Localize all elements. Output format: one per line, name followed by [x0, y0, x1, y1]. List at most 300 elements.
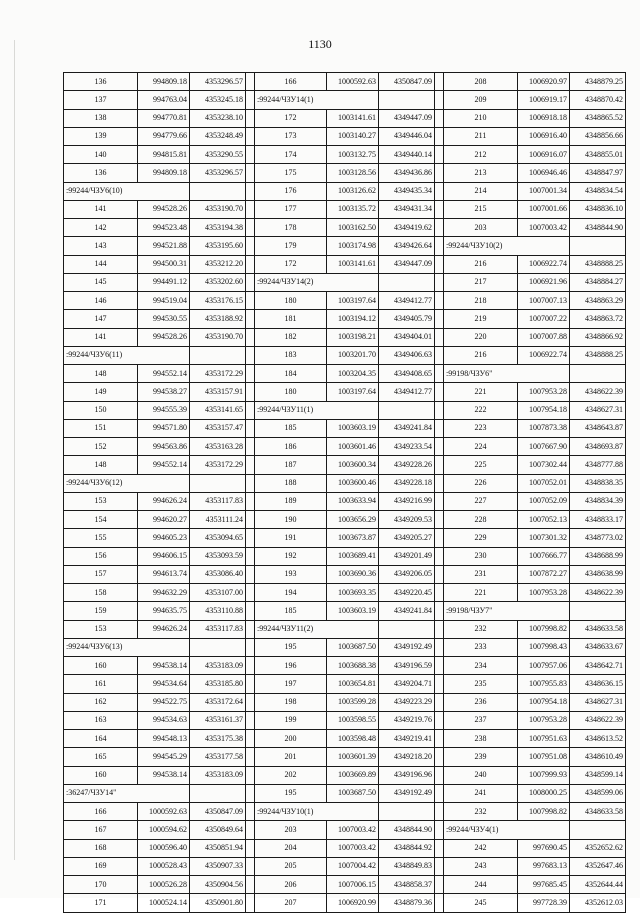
table-row	[64, 638, 626, 656]
y-coordinate-cell: 4349228.26	[379, 456, 435, 474]
x-coordinate-cell: 1003141.61	[327, 109, 379, 127]
x-coordinate-cell: 994770.81	[138, 109, 190, 127]
y-coordinate-cell: 4353175.38	[190, 730, 246, 748]
point-number-cell: 221	[444, 584, 518, 602]
y-coordinate-cell: 4353157.47	[190, 419, 246, 437]
y-coordinate-cell: 4349412.77	[379, 383, 435, 401]
y-coordinate-cell: 4348888.25	[570, 255, 626, 273]
y-coordinate-cell: 4349228.18	[379, 474, 435, 492]
y-coordinate-cell: 4353296.57	[190, 164, 246, 182]
column-gap	[435, 839, 444, 857]
point-number-cell: 235	[444, 675, 518, 693]
y-coordinate-cell: 4349192.49	[379, 784, 435, 802]
point-number-cell: 136	[64, 73, 138, 91]
y-coordinate-cell: 4353183.09	[190, 657, 246, 675]
point-number-cell: 205	[255, 857, 327, 875]
column-gap	[435, 328, 444, 346]
point-number-cell: 186	[255, 438, 327, 456]
point-number-cell: 239	[444, 748, 518, 766]
column-gap	[246, 821, 255, 839]
y-coordinate-cell: 4353163.28	[190, 438, 246, 456]
y-coordinate-cell: 4353111.24	[190, 511, 246, 529]
block-label-cell: :99244/ЧЗУ6(13)	[64, 638, 190, 656]
y-coordinate-cell: 4350907.33	[190, 857, 246, 875]
empty-cell	[190, 638, 246, 656]
x-coordinate-cell: 994635.75	[138, 602, 190, 620]
y-coordinate-cell: 4353290.55	[190, 146, 246, 164]
column-gap	[435, 310, 444, 328]
point-number-cell: 206	[255, 876, 327, 894]
y-coordinate-cell: 4348870.42	[570, 91, 626, 109]
point-number-cell: 180	[255, 292, 327, 310]
column-gap	[246, 419, 255, 437]
y-coordinate-cell: 4349201.49	[379, 547, 435, 565]
y-coordinate-cell: 4348693.87	[570, 438, 626, 456]
x-coordinate-cell: 1000526.28	[138, 876, 190, 894]
point-number-cell: 195	[255, 784, 327, 802]
y-coordinate-cell: 4348642.71	[570, 657, 626, 675]
point-number-cell: 219	[444, 310, 518, 328]
x-coordinate-cell: 994763.04	[138, 91, 190, 109]
x-coordinate-cell: 994519.04	[138, 292, 190, 310]
y-coordinate-cell: 4348863.29	[570, 292, 626, 310]
x-coordinate-cell: 1007998.82	[518, 803, 570, 821]
point-number-cell: 227	[444, 492, 518, 510]
empty-cell	[190, 346, 246, 364]
column-gap	[246, 292, 255, 310]
point-number-cell: 154	[64, 511, 138, 529]
empty-cell	[190, 784, 246, 802]
y-coordinate-cell: 4353117.83	[190, 492, 246, 510]
x-coordinate-cell: 1003197.64	[327, 383, 379, 401]
point-number-cell: 201	[255, 748, 327, 766]
table-row	[64, 456, 626, 474]
coordinates-table-body	[64, 73, 626, 913]
empty-cell	[379, 91, 435, 109]
x-coordinate-cell: 1007007.88	[518, 328, 570, 346]
column-gap	[435, 857, 444, 875]
column-gap	[435, 365, 444, 383]
x-coordinate-cell: 994552.14	[138, 456, 190, 474]
y-coordinate-cell: 4348638.99	[570, 565, 626, 583]
x-coordinate-cell: 1003126.62	[327, 182, 379, 200]
y-coordinate-cell: 4348599.14	[570, 766, 626, 784]
column-gap	[246, 565, 255, 583]
x-coordinate-cell: 997683.13	[518, 857, 570, 875]
point-number-cell: 243	[444, 857, 518, 875]
x-coordinate-cell: 997685.45	[518, 876, 570, 894]
y-coordinate-cell: 4353172.29	[190, 456, 246, 474]
point-number-cell: 244	[444, 876, 518, 894]
y-coordinate-cell: 4349447.09	[379, 109, 435, 127]
table-row	[64, 127, 626, 145]
x-coordinate-cell: 1003600.46	[327, 474, 379, 492]
empty-cell	[379, 401, 435, 419]
point-number-cell: 204	[255, 839, 327, 857]
y-coordinate-cell: 4353190.70	[190, 328, 246, 346]
y-coordinate-cell: 4348627.31	[570, 693, 626, 711]
x-coordinate-cell: 1007052.13	[518, 511, 570, 529]
table-row	[64, 328, 626, 346]
column-gap	[435, 584, 444, 602]
point-number-cell: 151	[64, 419, 138, 437]
x-coordinate-cell: 1007302.44	[518, 456, 570, 474]
point-number-cell: 240	[444, 766, 518, 784]
column-gap	[435, 237, 444, 255]
table-row	[64, 766, 626, 784]
point-number-cell: 210	[444, 109, 518, 127]
point-number-cell: 229	[444, 529, 518, 547]
column-gap	[246, 255, 255, 273]
x-coordinate-cell: 1000594.62	[138, 821, 190, 839]
point-number-cell: 178	[255, 219, 327, 237]
column-gap	[435, 784, 444, 802]
x-coordinate-cell: 1000524.14	[138, 894, 190, 912]
y-coordinate-cell: 4353172.64	[190, 693, 246, 711]
y-coordinate-cell: 4353157.91	[190, 383, 246, 401]
y-coordinate-cell: 4348622.39	[570, 584, 626, 602]
table-row	[64, 748, 626, 766]
point-number-cell: 211	[444, 127, 518, 145]
column-gap	[435, 565, 444, 583]
point-number-cell: 181	[255, 310, 327, 328]
y-coordinate-cell: 4348838.35	[570, 474, 626, 492]
y-coordinate-cell: 4348858.37	[379, 876, 435, 894]
column-gap	[246, 456, 255, 474]
column-gap	[435, 602, 444, 620]
point-number-cell: 180	[255, 383, 327, 401]
point-number-cell: 214	[444, 182, 518, 200]
column-gap	[246, 109, 255, 127]
column-gap	[246, 584, 255, 602]
x-coordinate-cell: 994613.74	[138, 565, 190, 583]
table-row	[64, 255, 626, 273]
column-gap	[246, 766, 255, 784]
table-row	[64, 693, 626, 711]
y-coordinate-cell: 4348884.27	[570, 273, 626, 291]
column-gap	[246, 876, 255, 894]
point-number-cell: 209	[444, 91, 518, 109]
point-number-cell: 177	[255, 200, 327, 218]
y-coordinate-cell: 4349209.53	[379, 511, 435, 529]
x-coordinate-cell: 994521.88	[138, 237, 190, 255]
x-coordinate-cell: 1003601.46	[327, 438, 379, 456]
y-coordinate-cell: 4348856.66	[570, 127, 626, 145]
y-coordinate-cell: 4348865.52	[570, 109, 626, 127]
x-coordinate-cell: 1007007.22	[518, 310, 570, 328]
column-gap	[435, 529, 444, 547]
x-coordinate-cell: 1003673.87	[327, 529, 379, 547]
point-number-cell: 144	[64, 255, 138, 273]
y-coordinate-cell: 4353183.09	[190, 766, 246, 784]
table-row	[64, 200, 626, 218]
table-row	[64, 182, 626, 200]
y-coordinate-cell: 4348844.92	[379, 839, 435, 857]
x-coordinate-cell: 994626.24	[138, 492, 190, 510]
y-coordinate-cell: 4353172.29	[190, 365, 246, 383]
column-gap	[435, 474, 444, 492]
column-gap	[246, 310, 255, 328]
x-coordinate-cell: 1003598.48	[327, 730, 379, 748]
column-gap	[246, 474, 255, 492]
x-coordinate-cell: 1003132.75	[327, 146, 379, 164]
x-coordinate-cell: 1003601.39	[327, 748, 379, 766]
x-coordinate-cell: 994528.26	[138, 328, 190, 346]
table-row	[64, 474, 626, 492]
column-gap	[246, 638, 255, 656]
table-row	[64, 584, 626, 602]
x-coordinate-cell: 1007999.93	[518, 766, 570, 784]
y-coordinate-cell: 4350851.94	[190, 839, 246, 857]
x-coordinate-cell: 1007955.83	[518, 675, 570, 693]
column-gap	[246, 346, 255, 364]
x-coordinate-cell: 1006920.99	[327, 894, 379, 912]
column-gap	[246, 529, 255, 547]
x-coordinate-cell: 1003128.56	[327, 164, 379, 182]
column-gap	[246, 164, 255, 182]
table-row	[64, 565, 626, 583]
point-number-cell: 190	[255, 511, 327, 529]
column-gap	[435, 255, 444, 273]
column-gap	[435, 693, 444, 711]
point-number-cell: 174	[255, 146, 327, 164]
x-coordinate-cell: 994571.80	[138, 419, 190, 437]
empty-cell	[570, 602, 626, 620]
point-number-cell: 148	[64, 365, 138, 383]
column-gap	[435, 675, 444, 693]
y-coordinate-cell: 4348633.58	[570, 620, 626, 638]
y-coordinate-cell: 4349435.34	[379, 182, 435, 200]
column-gap	[435, 127, 444, 145]
column-gap	[246, 438, 255, 456]
column-gap	[435, 401, 444, 419]
block-label-cell: :99244/ЧЗУ6(11)	[64, 346, 190, 364]
x-coordinate-cell: 1006918.18	[518, 109, 570, 127]
x-coordinate-cell: 1003600.34	[327, 456, 379, 474]
column-gap	[435, 876, 444, 894]
y-coordinate-cell: 4348636.15	[570, 675, 626, 693]
x-coordinate-cell: 1007872.27	[518, 565, 570, 583]
table-row	[64, 164, 626, 182]
column-gap	[246, 182, 255, 200]
y-coordinate-cell: 4353245.18	[190, 91, 246, 109]
x-coordinate-cell: 1003204.35	[327, 365, 379, 383]
y-coordinate-cell: 4348610.49	[570, 748, 626, 766]
point-number-cell: 157	[64, 565, 138, 583]
y-coordinate-cell: 4348834.54	[570, 182, 626, 200]
column-gap	[246, 328, 255, 346]
x-coordinate-cell: 1007873.38	[518, 419, 570, 437]
x-coordinate-cell: 1003603.19	[327, 419, 379, 437]
table-row	[64, 784, 626, 802]
x-coordinate-cell: 994809.18	[138, 164, 190, 182]
point-number-cell: 220	[444, 328, 518, 346]
column-gap	[435, 109, 444, 127]
x-coordinate-cell: 1007001.66	[518, 200, 570, 218]
x-coordinate-cell: 1003687.50	[327, 784, 379, 802]
y-coordinate-cell: 4348834.39	[570, 492, 626, 510]
point-number-cell: 165	[64, 748, 138, 766]
y-coordinate-cell: 4348622.39	[570, 711, 626, 729]
y-coordinate-cell: 4349408.65	[379, 365, 435, 383]
point-number-cell: 234	[444, 657, 518, 675]
y-coordinate-cell: 4349223.29	[379, 693, 435, 711]
x-coordinate-cell: 994548.13	[138, 730, 190, 748]
block-label-cell: :99244/ЧЗУ11(1)	[255, 401, 379, 419]
table-row	[64, 346, 626, 364]
point-number-cell: 194	[255, 584, 327, 602]
empty-cell	[570, 365, 626, 383]
column-gap	[435, 164, 444, 182]
x-coordinate-cell: 1008000.25	[518, 784, 570, 802]
x-coordinate-cell: 1007951.08	[518, 748, 570, 766]
point-number-cell: 232	[444, 803, 518, 821]
x-coordinate-cell: 1000596.40	[138, 839, 190, 857]
x-coordinate-cell: 1003201.70	[327, 346, 379, 364]
point-number-cell: 225	[444, 456, 518, 474]
block-label-cell: :99244/ЧЗУ14(1)	[255, 91, 379, 109]
empty-cell	[190, 182, 246, 200]
point-number-cell: 146	[64, 292, 138, 310]
table-row	[64, 529, 626, 547]
column-gap	[246, 748, 255, 766]
point-number-cell: 136	[64, 164, 138, 182]
y-coordinate-cell: 4349205.27	[379, 529, 435, 547]
y-coordinate-cell: 4353086.40	[190, 565, 246, 583]
column-gap	[435, 492, 444, 510]
x-coordinate-cell: 994552.14	[138, 365, 190, 383]
column-gap	[435, 748, 444, 766]
point-number-cell: 168	[64, 839, 138, 857]
point-number-cell: 160	[64, 766, 138, 784]
point-number-cell: 197	[255, 675, 327, 693]
point-number-cell: 208	[444, 73, 518, 91]
x-coordinate-cell: 994555.39	[138, 401, 190, 419]
y-coordinate-cell: 4353212.20	[190, 255, 246, 273]
column-gap	[435, 200, 444, 218]
point-number-cell: 228	[444, 511, 518, 529]
y-coordinate-cell: 4348866.92	[570, 328, 626, 346]
column-gap	[246, 602, 255, 620]
column-gap	[435, 657, 444, 675]
x-coordinate-cell: 994522.75	[138, 693, 190, 711]
column-gap	[435, 456, 444, 474]
point-number-cell: 138	[64, 109, 138, 127]
x-coordinate-cell: 994500.31	[138, 255, 190, 273]
column-gap	[435, 821, 444, 839]
point-number-cell: 222	[444, 401, 518, 419]
point-number-cell: 188	[255, 474, 327, 492]
table-row	[64, 419, 626, 437]
column-gap	[246, 237, 255, 255]
y-coordinate-cell: 4349206.05	[379, 565, 435, 583]
x-coordinate-cell: 994538.14	[138, 657, 190, 675]
point-number-cell: 223	[444, 419, 518, 437]
table-row	[64, 547, 626, 565]
y-coordinate-cell: 4353093.59	[190, 547, 246, 565]
y-coordinate-cell: 4350847.09	[190, 803, 246, 821]
table-row	[64, 91, 626, 109]
empty-cell	[570, 237, 626, 255]
y-coordinate-cell: 4353094.65	[190, 529, 246, 547]
point-number-cell: 161	[64, 675, 138, 693]
x-coordinate-cell: 1003690.36	[327, 565, 379, 583]
y-coordinate-cell: 4348643.87	[570, 419, 626, 437]
x-coordinate-cell: 1007301.32	[518, 529, 570, 547]
table-row	[64, 821, 626, 839]
x-coordinate-cell: 994632.29	[138, 584, 190, 602]
column-gap	[435, 894, 444, 912]
column-gap	[246, 803, 255, 821]
point-number-cell: 236	[444, 693, 518, 711]
x-coordinate-cell: 1003654.81	[327, 675, 379, 693]
x-coordinate-cell: 1003669.89	[327, 766, 379, 784]
point-number-cell: 245	[444, 894, 518, 912]
column-gap	[246, 675, 255, 693]
table-row	[64, 492, 626, 510]
point-number-cell: 140	[64, 146, 138, 164]
x-coordinate-cell: 994530.55	[138, 310, 190, 328]
x-coordinate-cell: 994809.18	[138, 73, 190, 91]
point-number-cell: 163	[64, 711, 138, 729]
point-number-cell: 158	[64, 584, 138, 602]
column-gap	[246, 127, 255, 145]
block-label-cell: :99244/ЧЗУ4(1)	[444, 821, 570, 839]
column-gap	[246, 219, 255, 237]
y-coordinate-cell: 4348879.25	[570, 73, 626, 91]
point-number-cell: 241	[444, 784, 518, 802]
y-coordinate-cell: 4348622.39	[570, 383, 626, 401]
column-gap	[435, 547, 444, 565]
column-gap	[435, 91, 444, 109]
table-row	[64, 438, 626, 456]
y-coordinate-cell: 4350901.80	[190, 894, 246, 912]
y-coordinate-cell: 4352647.46	[570, 857, 626, 875]
table-row	[64, 292, 626, 310]
x-coordinate-cell: 1007007.13	[518, 292, 570, 310]
column-gap	[435, 638, 444, 656]
x-coordinate-cell: 1003174.98	[327, 237, 379, 255]
y-coordinate-cell: 4349216.99	[379, 492, 435, 510]
x-coordinate-cell: 1000592.63	[138, 803, 190, 821]
column-gap	[246, 401, 255, 419]
column-gap	[435, 182, 444, 200]
x-coordinate-cell: 994815.81	[138, 146, 190, 164]
column-gap	[246, 383, 255, 401]
column-gap	[435, 730, 444, 748]
y-coordinate-cell: 4348855.01	[570, 146, 626, 164]
point-number-cell: 152	[64, 438, 138, 456]
column-gap	[246, 784, 255, 802]
x-coordinate-cell: 1003603.19	[327, 602, 379, 620]
column-gap	[246, 511, 255, 529]
y-coordinate-cell: 4353107.00	[190, 584, 246, 602]
point-number-cell: 198	[255, 693, 327, 711]
point-number-cell: 192	[255, 547, 327, 565]
block-label-cell: :99244/ЧЗУ14(2)	[255, 273, 379, 291]
x-coordinate-cell: 1006922.74	[518, 255, 570, 273]
point-number-cell: 141	[64, 328, 138, 346]
column-gap	[435, 766, 444, 784]
block-label-cell: :99198/ЧЗУ7"	[444, 602, 570, 620]
point-number-cell: 216	[444, 255, 518, 273]
point-number-cell: 171	[64, 894, 138, 912]
point-number-cell: 199	[255, 711, 327, 729]
column-gap	[435, 620, 444, 638]
point-number-cell: 195	[255, 638, 327, 656]
y-coordinate-cell: 4350849.64	[190, 821, 246, 839]
point-number-cell: 173	[255, 127, 327, 145]
